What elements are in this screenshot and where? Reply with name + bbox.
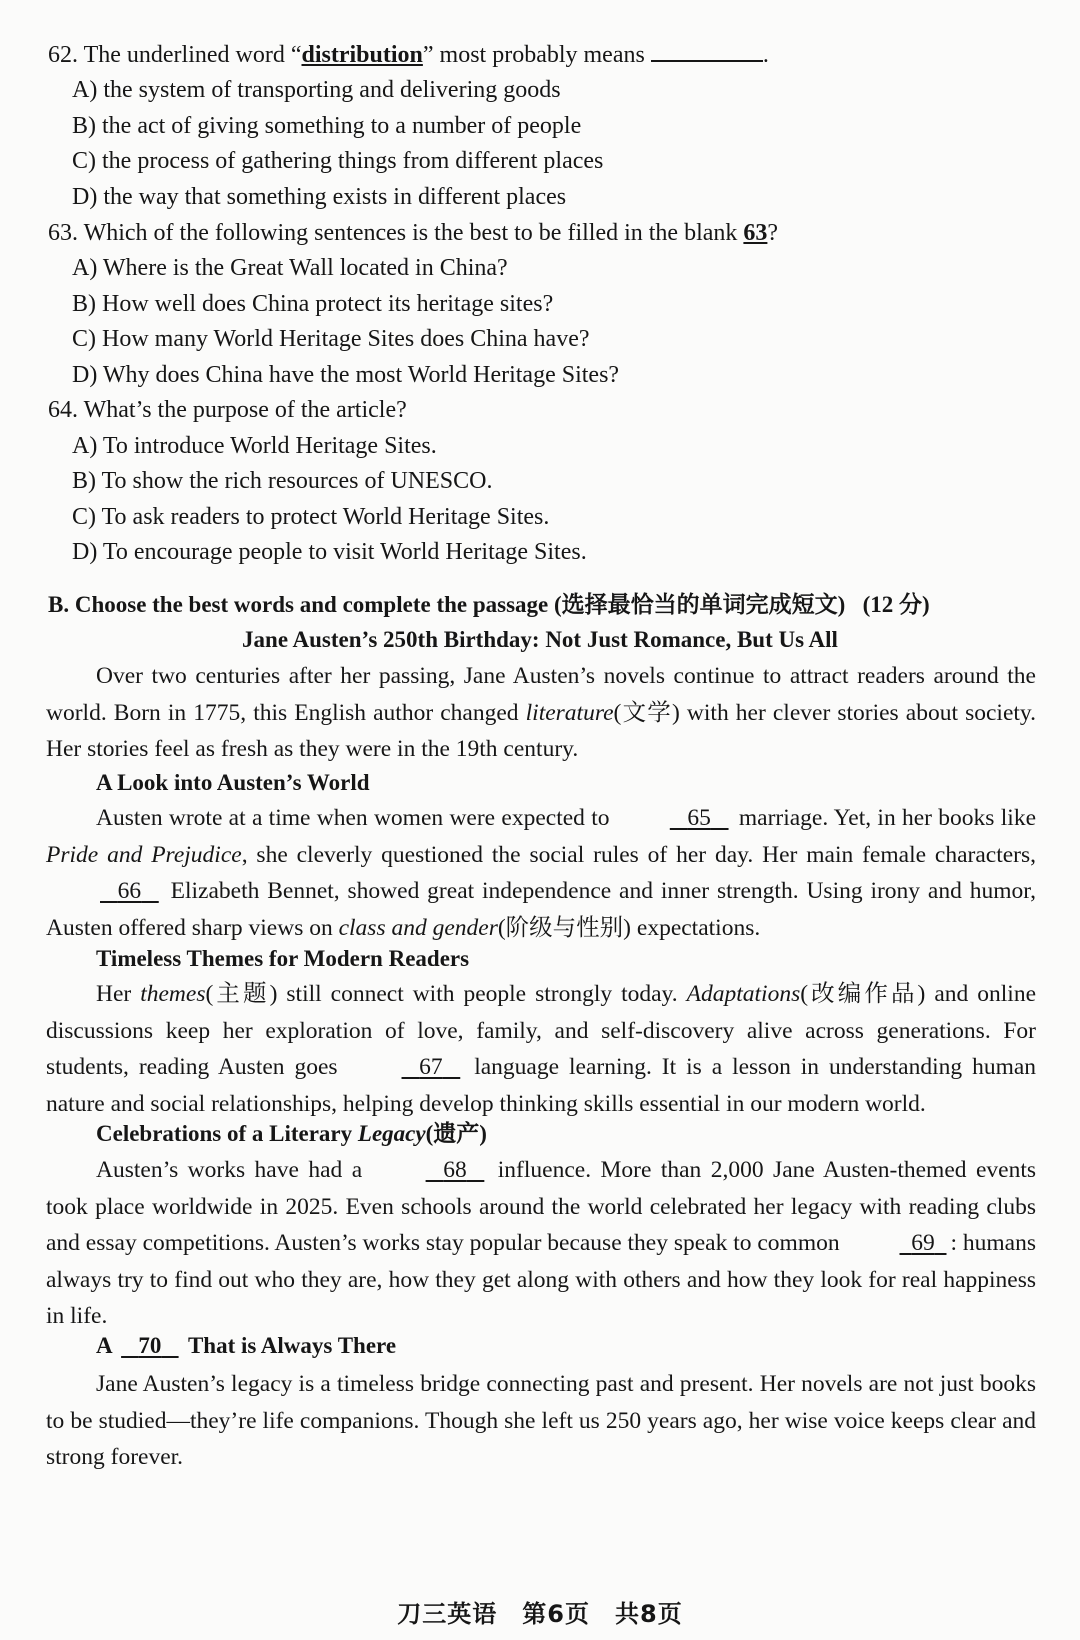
- blank-70-number: 70: [138, 1333, 162, 1358]
- section-b-points: (12 分): [862, 592, 930, 617]
- question-62-prefix: 62. The underlined word “: [48, 42, 302, 68]
- question-62-end: .: [762, 42, 769, 68]
- blank-67[interactable]: [352, 1049, 461, 1086]
- question-62: [48, 40, 769, 70]
- blank-68[interactable]: [376, 1152, 485, 1189]
- paragraph-2-text-b: marriage. Yet, in her books like: [738, 805, 1036, 831]
- paragraph-2: [46, 800, 1036, 946]
- paragraph-3: [46, 976, 1036, 1122]
- blank-65[interactable]: [620, 800, 729, 837]
- question-63-prefix: 63. Which of the following sentences is the best to be filled in the blank: [48, 220, 744, 246]
- blank-66-number: 66: [117, 878, 142, 904]
- subheading-celebrations-text: Celebrations of a Literary: [96, 1121, 358, 1146]
- question-62-suffix: ” most probably means: [422, 42, 645, 68]
- paragraph-2-text-e: (阶级与性别) expectations.: [497, 914, 761, 941]
- blank-69[interactable]: [850, 1225, 947, 1262]
- option-63-b: B) How well does China protect its heritage sites?: [72, 291, 554, 317]
- paragraph-4: [46, 1152, 1036, 1335]
- option-64-d: D) To encourage people to visit World Heritage Sites.: [72, 539, 587, 565]
- option-62-d: D) the way that something exists in different places: [72, 184, 567, 210]
- subheading-celebrations: [96, 1119, 487, 1149]
- paragraph-1: [46, 658, 1036, 768]
- blank-66[interactable]: [50, 873, 159, 910]
- paragraph-2-text-c: , she cleverly questioned the social rules of her day. Her main female characters,: [241, 841, 1037, 868]
- paragraph-3-text-b: (主题) still connect with people strongly today.: [205, 981, 687, 1007]
- option-63-c: C) How many World Heritage Sites does China have?: [72, 326, 590, 352]
- section-b-instructions: B. Choose the best words and complete the passage (选择最恰当的单词完成短文): [48, 592, 846, 617]
- option-63-a: A) Where is the Great Wall located in China?: [72, 255, 508, 281]
- term-literature: literature: [525, 699, 614, 726]
- answer-blank: [651, 40, 763, 62]
- term-legacy: Legacy: [357, 1121, 426, 1146]
- question-63-end: ?: [767, 220, 779, 246]
- option-64-b: B) To show the rich resources of UNESCO.: [72, 468, 493, 494]
- blank-65-number: 65: [687, 805, 711, 831]
- term-themes: themes: [140, 981, 206, 1007]
- subheading-celebrations-gloss: (遗产): [425, 1121, 487, 1146]
- term-adaptations: Adaptations: [686, 981, 801, 1007]
- subheading-blank-70: [96, 1331, 396, 1361]
- question-64: 64. What’s the purpose of the article?: [48, 397, 407, 423]
- subheading-rest: That is Always There: [187, 1333, 397, 1358]
- blank-68-number: 68: [443, 1157, 467, 1183]
- blank-70[interactable]: [121, 1331, 179, 1361]
- subheading-article: A: [96, 1333, 112, 1358]
- blank-67-number: 67: [419, 1054, 443, 1080]
- paragraph-5: Jane Austen’s legacy is a timeless bridge connecting past and present. Her novels are not just books to be studied—they’re life companions. Though she left us 250 years ago, her wise voice keeps clear and strong forever.: [46, 1371, 1036, 1470]
- section-b-heading: [48, 590, 930, 620]
- term-class-gender: class and gender: [338, 914, 498, 941]
- option-62-c: C) the process of gathering things from different places: [72, 148, 604, 174]
- blank-reference: 63: [743, 220, 768, 246]
- paragraph-3-text-a: Her: [96, 981, 141, 1007]
- paragraph-1-text-b: (文学) with her clever stories about society. Her stories feel as fresh as they were in the 19th century.: [46, 699, 1037, 762]
- option-62-a: A) the system of transporting and delivering goods: [72, 77, 561, 103]
- passage-title: Jane Austen’s 250th Birthday: Not Just Romance, But Us All: [242, 627, 838, 652]
- paragraph-3-text-c: (改编作品) and online discussions keep her exploration of love, family, and self-discovery alive across generations. For students, reading Austen goes: [46, 981, 1036, 1080]
- paragraph-4-text-c: : humans always try to find out who they are, how they get along with others and how they look for real happiness in life.: [46, 1230, 1037, 1329]
- page-footer: 刀三英语 第6页 共8页: [397, 1600, 683, 1628]
- paragraph-3-text-d: language learning. It is a lesson in understanding human nature and social relationships, helping develop thinking skills essential in our modern world.: [46, 1054, 1037, 1117]
- subheading-timeless-themes: Timeless Themes for Modern Readers: [96, 946, 470, 971]
- option-64-a: A) To introduce World Heritage Sites.: [72, 433, 437, 459]
- book-title: Pride and Prejudice: [46, 841, 242, 868]
- subheading-austens-world: A Look into Austen’s World: [96, 770, 370, 795]
- underlined-word: distribution: [301, 42, 423, 68]
- option-62-b: B) the act of giving something to a number of people: [72, 113, 582, 139]
- paragraph-4-text-a: Austen’s works have had a: [96, 1157, 363, 1183]
- paragraph-2-text-d: Elizabeth Bennet, showed great independence and inner strength. Using irony and humor, Austen offered sharp views on: [46, 878, 1037, 941]
- paragraph-2-text-a: Austen wrote at a time when women were expected to: [96, 805, 610, 831]
- blank-69-number: 69: [911, 1230, 935, 1256]
- paragraph-4-text-b: influence. More than 2,000 Jane Austen-themed events took place worldwide in 2025. Even schools around the world celebrated her legacy with reading clubs and essay competitions. Austen’s works stay popular because they speak to common: [46, 1157, 1036, 1256]
- option-64-c: C) To ask readers to protect World Heritage Sites.: [72, 504, 550, 530]
- option-63-d: D) Why does China have the most World Heritage Sites?: [72, 362, 620, 388]
- question-63: [48, 218, 778, 248]
- paragraph-1-text-a: Over two centuries after her passing, Jane Austen’s novels continue to attract readers around the world. Born in 1775, this English author changed: [46, 663, 1036, 726]
